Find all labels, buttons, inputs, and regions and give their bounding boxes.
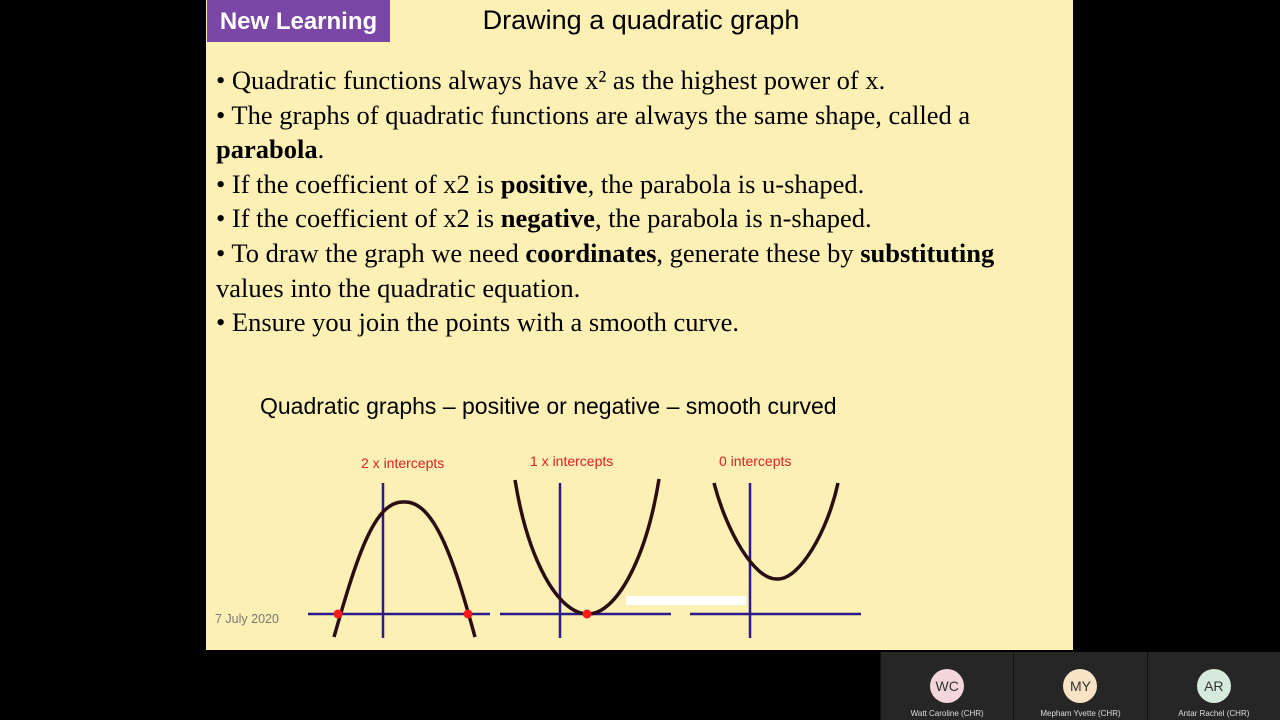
- slide-title: Drawing a quadratic graph: [482, 5, 800, 35]
- participant-name: Mepham Yvette (CHR): [1040, 709, 1121, 718]
- participant-tile[interactable]: [880, 652, 1013, 720]
- intercept-dot: [464, 610, 473, 619]
- bullet-text: • Ensure you join the points with a smooth curve.: [216, 307, 740, 338]
- quadratic-graphs: [206, 0, 1073, 650]
- participant-name: Watt Caroline (CHR): [910, 709, 984, 718]
- graph-n-shaped: [308, 483, 490, 638]
- bullet-text: .: [317, 134, 325, 165]
- label-two-intercepts: 2 x intercepts: [361, 455, 445, 471]
- parabola-curve: [714, 483, 838, 579]
- avatar: AR: [1197, 669, 1231, 703]
- bullet-text: • Quadratic functions always have x² as the highest power of x.: [216, 65, 886, 95]
- bullet-text: values into the quadratic equation.: [216, 272, 581, 303]
- bullet-text: • If the coefficient of x2 is: [216, 168, 501, 199]
- avatar: MY: [1063, 669, 1097, 703]
- participant-strip: [880, 652, 1280, 720]
- bold-term: positive: [500, 168, 588, 199]
- white-bar: [626, 596, 746, 605]
- bold-term: parabola: [216, 134, 318, 165]
- parabola-curve: [334, 502, 475, 637]
- participant-tile[interactable]: [1013, 652, 1146, 720]
- avatar: WC: [930, 669, 964, 703]
- parabola-curve: [515, 479, 659, 614]
- bold-term: coordinates: [525, 237, 657, 268]
- bullet-text: • The graphs of quadratic functions are always the same shape, called a: [216, 99, 971, 130]
- bold-term: substituting: [860, 237, 995, 268]
- label-zero-intercepts: 0 intercepts: [719, 453, 792, 469]
- bullet-text: , the parabola is n-shaped.: [594, 203, 872, 234]
- slide-date: 7 July 2020: [215, 612, 279, 626]
- intercept-dot: [334, 610, 343, 619]
- graphs-subtitle: Quadratic graphs – positive or negative – smooth curved: [260, 393, 837, 419]
- slide: [206, 0, 1073, 650]
- label-one-intercept: 1 x intercepts: [530, 453, 614, 469]
- intercept-dot: [583, 610, 592, 619]
- bullet-text: , generate these by: [656, 237, 861, 268]
- new-learning-badge: New Learning: [207, 0, 390, 42]
- bullet-text: • If the coefficient of x2 is: [216, 203, 501, 234]
- participant-name: Antar Rachel (CHR): [1178, 709, 1250, 718]
- bullet-text: • To draw the graph we need: [216, 237, 526, 268]
- participant-tile[interactable]: [1147, 652, 1280, 720]
- bullet-text: , the parabola is u-shaped.: [587, 168, 865, 199]
- graph-u-shaped-no-intercept: [690, 483, 861, 638]
- bold-term: negative: [500, 203, 595, 234]
